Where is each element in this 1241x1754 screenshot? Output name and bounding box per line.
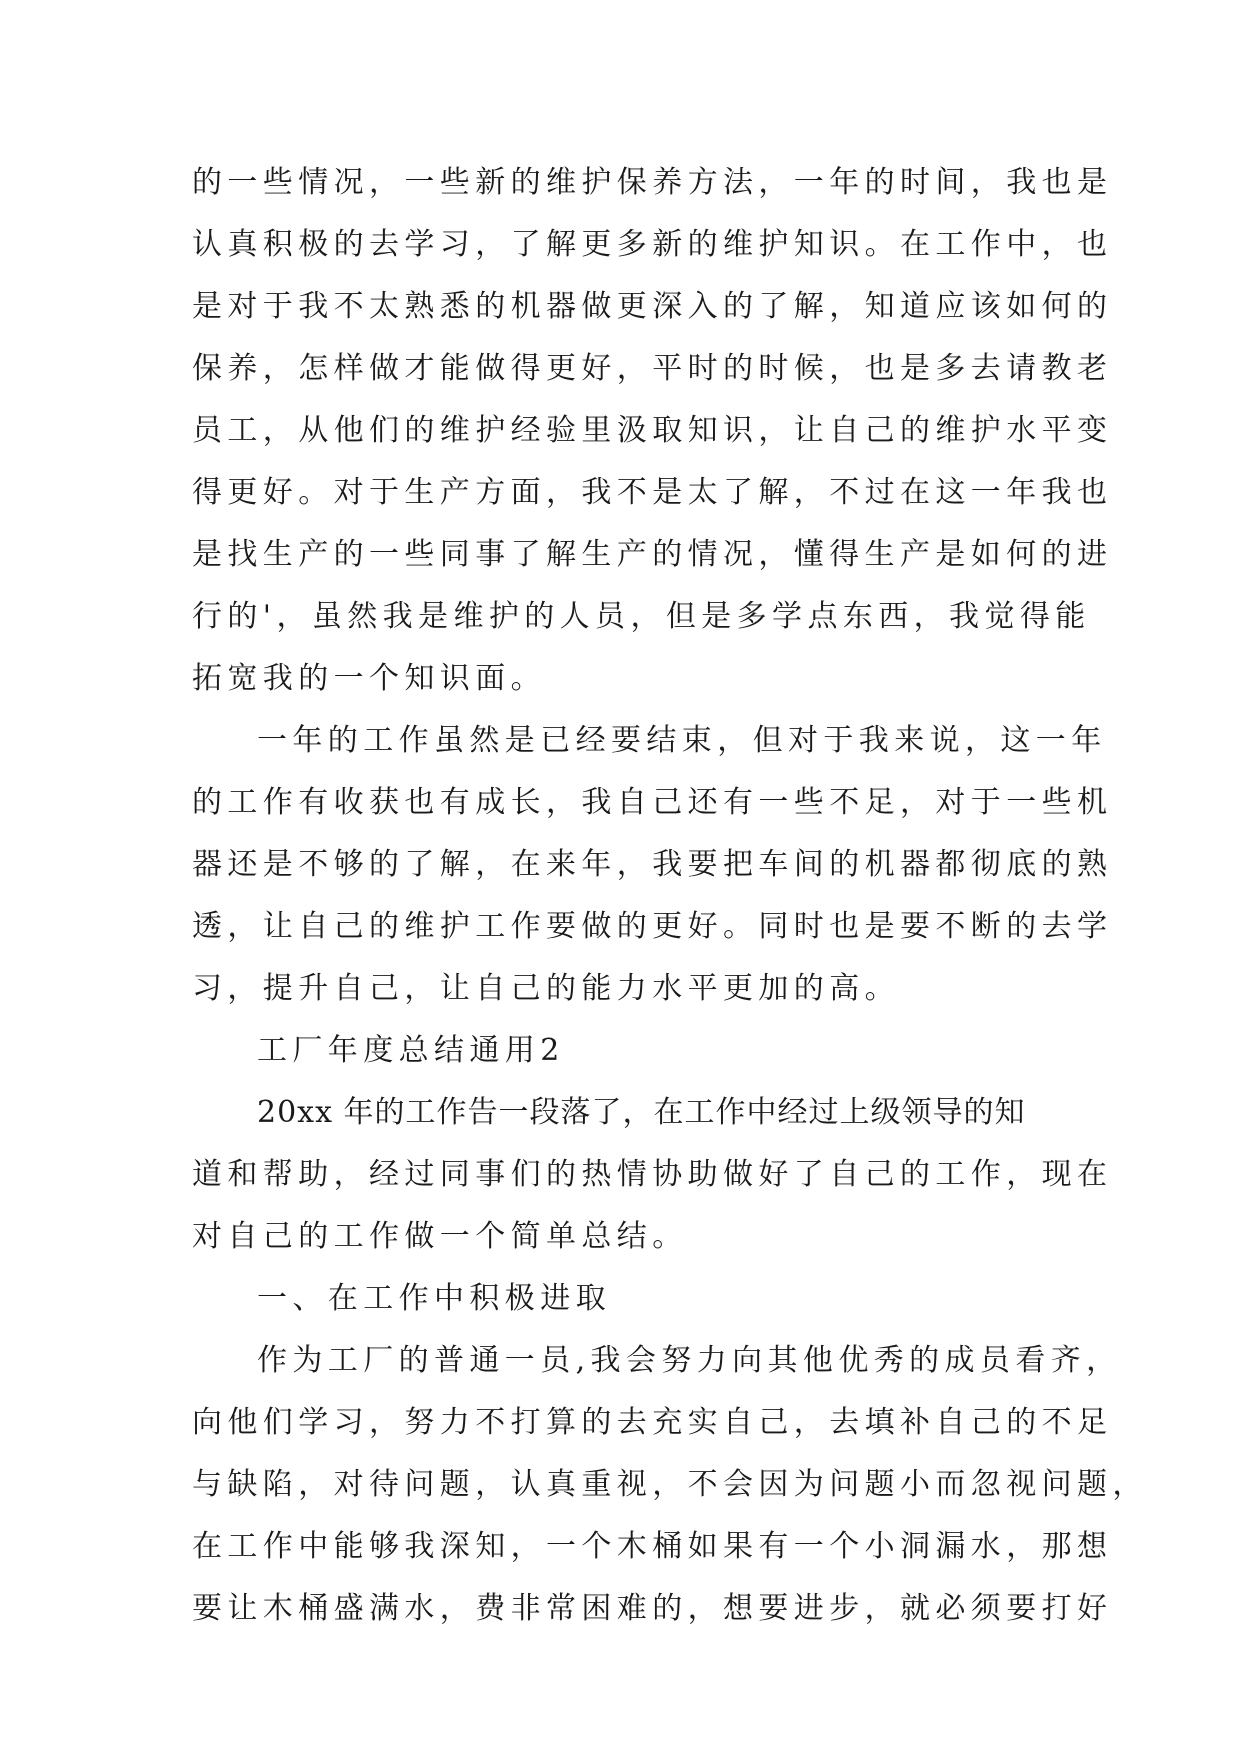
text-line: 保养，怎样做才能做得更好，平时的时候，也是多去请教老 (192, 351, 1113, 386)
text-line: 习，提升自己，让自己的能力水平更加的高。 (192, 971, 900, 1006)
document-body (192, 152, 1148, 1640)
text-line: 对自己的工作做一个简单总结。 (192, 1219, 688, 1254)
text-line: 向他们学习，努力不打算的去充实自己，去填补自己的不足 (192, 1405, 1113, 1440)
text-line: 与缺陷，对待问题，认真重视，不会因为问题小而忽视问题， (192, 1467, 1148, 1502)
text-line: 行的'，虽然我是维护的人员，但是多学点东西，我觉得能 (192, 599, 1091, 634)
text-line: 是找生产的一些同事了解生产的情况，懂得生产是如何的进 (192, 537, 1113, 572)
text-line: 的工作有收获也有成长，我自己还有一些不足，对于一些机 (192, 785, 1113, 820)
text-line: 的一些情况，一些新的维护保养方法，一年的时间，我也是 (192, 165, 1113, 200)
section-title: 工厂年度总结通用2 (257, 1033, 565, 1068)
text-line: 器还是不够的了解，在来年，我要把车间的机器都彻底的熟 (192, 847, 1113, 882)
text-line: 认真积极的去学习，了解更多新的维护知识。在工作中，也 (192, 227, 1113, 262)
text-line: 要让木桶盛满水，费非常困难的，想要进步，就必须要打好 (192, 1591, 1113, 1626)
text-line: 得更好。对于生产方面，我不是太了解，不过在这一年我也 (192, 475, 1113, 510)
paragraph-start-line: 20xx 年的工作告一段落了，在工作中经过上级领导的知 (257, 1095, 1026, 1130)
paragraph-start-line: 作为工厂的普通一员,我会努力向其他优秀的成员看齐， (257, 1343, 1122, 1378)
paragraph-start-line: 一年的工作虽然是已经要结束，但对于我来说，这一年 (257, 723, 1107, 758)
text-line: 透，让自己的维护工作要做的更好。同时也是要不断的去学 (192, 909, 1113, 944)
text-line: 在工作中能够我深知，一个木桶如果有一个小洞漏水，那想 (192, 1529, 1113, 1564)
section-heading: 一、在工作中积极进取 (257, 1281, 611, 1316)
text-line: 道和帮助，经过同事们的热情协助做好了自己的工作，现在 (192, 1157, 1113, 1192)
text-line: 是对于我不太熟悉的机器做更深入的了解，知道应该如何的 (192, 289, 1113, 324)
text-line: 员工，从他们的维护经验里汲取知识，让自己的维护水平变 (192, 413, 1113, 448)
text-line: 拓宽我的一个知识面。 (192, 661, 546, 696)
